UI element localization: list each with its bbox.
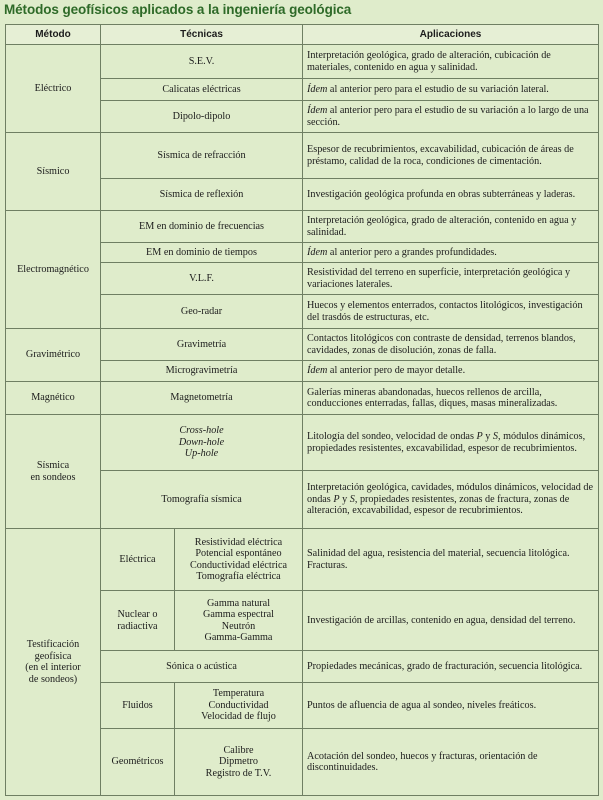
metodo-gravimetrico: Gravimétrico — [6, 329, 101, 382]
aplicacion-text: , propiedades resistentes, zonas de fractura, zonas de alteración, excavabilidad, espesor de recubrimientos. — [307, 493, 570, 517]
aplicacion-text: , módulos dinámicos, propiedades resistentes, excavabilidad, espesor de recubrimientos. — [307, 431, 586, 454]
metodo-testificacion-l4: de sondeos) — [28, 673, 78, 685]
tecnica-reflexion: Sísmica de reflexión — [101, 179, 303, 211]
aplicacion-fluidos: Puntos de afluencia de agua al sondeo, niveles freáticos. — [303, 683, 599, 729]
aplicacion-magnetometria: Galerías mineras abandonadas, huecos rellenos de arcilla, conducciones enterradas, fallas, diques, masas mineralizadas. — [303, 382, 599, 415]
aplicacion-electrica: Salinidad del agua, resistencia del material, secuencia litológica. Fracturas. — [303, 529, 599, 591]
grupo-line: Nuclear o — [117, 609, 158, 620]
onda-p: P — [476, 431, 483, 442]
metodo-testificacion-l1: Testificación — [26, 639, 80, 650]
idem-text: Ídem — [307, 246, 328, 258]
tecnica-item: Conductividad eléctrica — [189, 559, 288, 571]
page-title: Métodos geofísicos aplicados a la ingeniería geológica — [4, 2, 352, 17]
aplicacion-sev: Interpretación geológica, grado de alteración, cubicación de materiales, contenido en agua y salinidad. — [303, 45, 599, 79]
aplicacion-text: al anterior pero a grandes profundidades. — [327, 246, 497, 258]
tecnica-item: Conductividad — [208, 699, 269, 711]
aplicacion-nuclear: Investigación de arcillas, contenido en agua, densidad del terreno. — [303, 591, 599, 651]
aplicacion-tiempos — [303, 243, 599, 263]
tecnica-georadar: Geo-radar — [101, 295, 303, 329]
tecnica-item: Neutrón — [221, 620, 256, 632]
aplicacion-tomografia — [303, 471, 599, 529]
tecnica-vlf: V.L.F. — [101, 263, 303, 295]
aplicacion-cross — [303, 415, 599, 471]
header-metodo: Método — [6, 25, 101, 45]
metodo-electromagnetico: Electromagnético — [6, 211, 101, 329]
onda-s: S — [492, 431, 498, 442]
tecnica-item: Gamma-Gamma — [204, 632, 273, 643]
tecnica-cross — [101, 415, 303, 471]
tecnica-electrica — [175, 529, 303, 591]
header-row — [6, 25, 599, 45]
aplicacion-text: Interpretación geológica, cavidades, módulos dinámicos, velocidad de ondas — [307, 482, 594, 505]
table-row — [6, 133, 599, 179]
onda-s: S — [349, 493, 355, 505]
aplicacion-geometricos: Acotación del sondeo, huecos y fracturas, orientación de discontinuidades. — [303, 729, 599, 796]
tecnica-item: Resistividad eléctrica — [194, 536, 283, 548]
aplicacion-reflexion: Investigación geológica profunda en obras subterráneas y laderas. — [303, 179, 599, 211]
tecnica-gravimetria: Gravimetría — [101, 329, 303, 361]
metodo-sondeos — [6, 415, 101, 529]
tecnica-item: Potencial espontáneo — [195, 548, 282, 559]
metodo-magnetico: Magnético — [6, 382, 101, 415]
tecnica-cross-hole: Cross-hole — [179, 425, 224, 437]
metodo-testificacion — [6, 529, 101, 796]
idem-text: Ídem — [307, 83, 328, 95]
table-row — [6, 529, 599, 591]
tecnica-geometricos — [175, 729, 303, 796]
table-row — [6, 211, 599, 243]
onda-p: P — [333, 493, 340, 505]
tecnica-item: Temperatura — [212, 688, 265, 700]
aplicacion-microgravimetria — [303, 361, 599, 382]
tecnica-frecuencias: EM en dominio de frecuencias — [101, 211, 303, 243]
tecnica-down-hole: Down-hole — [178, 436, 225, 448]
aplicacion-refraccion: Espesor de recubrimientos, excavabilidad, cubicación de áreas de préstamo, calidad de la roca, condiciones de cimentación. — [303, 133, 599, 179]
tecnica-tomografia: Tomografía sísmica — [101, 471, 303, 529]
grupo-electrica: Eléctrica — [101, 529, 175, 591]
metodo-testificacion-l2: geofísica — [34, 650, 72, 662]
header-aplicaciones: Aplicaciones — [303, 25, 599, 45]
idem-text: Ídem — [307, 105, 328, 116]
grupo-nuclear — [101, 591, 175, 651]
tecnica-item: Velocidad de flujo — [201, 711, 276, 723]
tecnica-sonica: Sónica o acústica — [101, 651, 303, 683]
conj-text: y — [482, 431, 493, 442]
tecnica-nuclear — [175, 591, 303, 651]
aplicacion-georadar: Huecos y elementos enterrados, contactos litológicos, investigación del trasdós de estructuras, etc. — [303, 295, 599, 329]
grupo-fluidos: Fluidos — [101, 683, 175, 729]
tecnica-item: Gamma espectral — [203, 609, 274, 620]
aplicacion-sonica: Propiedades mecánicas, grado de fracturación, secuencia litológica. — [303, 651, 599, 683]
metodo-sondeos-l2: en sondeos — [30, 471, 76, 483]
tecnica-sev: S.E.V. — [101, 45, 303, 79]
tecnica-item: Registro de T.V. — [205, 767, 272, 779]
tecnica-up-hole: Up-hole — [184, 448, 219, 460]
metodo-testificacion-l3: (en el interior — [25, 662, 81, 673]
tecnica-item: Gamma natural — [206, 597, 271, 609]
tecnica-item: Calibre — [223, 744, 254, 756]
tecnica-item: Dipmetro — [218, 756, 259, 768]
grupo-line: radiactiva — [117, 620, 158, 632]
tecnica-tiempos: EM en dominio de tiempos — [101, 243, 303, 263]
aplicacion-vlf: Resistividad del terreno en superficie, interpretación geológica y variaciones laterales. — [303, 263, 599, 295]
tecnica-microgravimetria: Microgravimetría — [101, 361, 303, 382]
aplicacion-text: al anterior pero de mayor detalle. — [327, 365, 466, 377]
table-row — [6, 382, 599, 415]
tecnica-dipolo: Dipolo-dipolo — [101, 101, 303, 133]
grupo-geometricos: Geométricos — [101, 729, 175, 796]
conj-text: y — [339, 493, 350, 505]
tecnica-magnetometria: Magnetometría — [101, 382, 303, 415]
tecnica-fluidos — [175, 683, 303, 729]
header-tecnicas: Técnicas — [101, 25, 303, 45]
aplicacion-text: al anterior pero para el estudio de su variación lateral. — [327, 83, 549, 95]
aplicacion-gravimetria: Contactos litológicos con contraste de densidad, terrenos blandos, cavidades, zonas de disolución, zonas de falla. — [303, 329, 599, 361]
table-row — [6, 45, 599, 79]
metodo-sondeos-l1: Sísmica — [36, 460, 70, 471]
aplicacion-frecuencias: Interpretación geológica, grado de alteración, contenido en agua y salinidad. — [303, 211, 599, 243]
tecnica-item: Tomografía eléctrica — [196, 571, 281, 582]
aplicacion-text: Litología del sondeo, velocidad de ondas — [307, 431, 477, 442]
methods-table — [5, 24, 599, 796]
idem-text: Ídem — [307, 365, 328, 377]
table-row — [6, 415, 599, 471]
tecnica-refraccion: Sísmica de refracción — [101, 133, 303, 179]
metodo-electrico: Eléctrico — [6, 45, 101, 133]
aplicacion-calicatas — [303, 79, 599, 101]
aplicacion-dipolo — [303, 101, 599, 133]
tecnica-calicatas: Calicatas eléctricas — [101, 79, 303, 101]
aplicacion-text: al anterior pero para el estudio de su variación a lo largo de una sección. — [307, 105, 589, 128]
metodo-sismico: Sísmico — [6, 133, 101, 211]
table-row — [6, 329, 599, 361]
